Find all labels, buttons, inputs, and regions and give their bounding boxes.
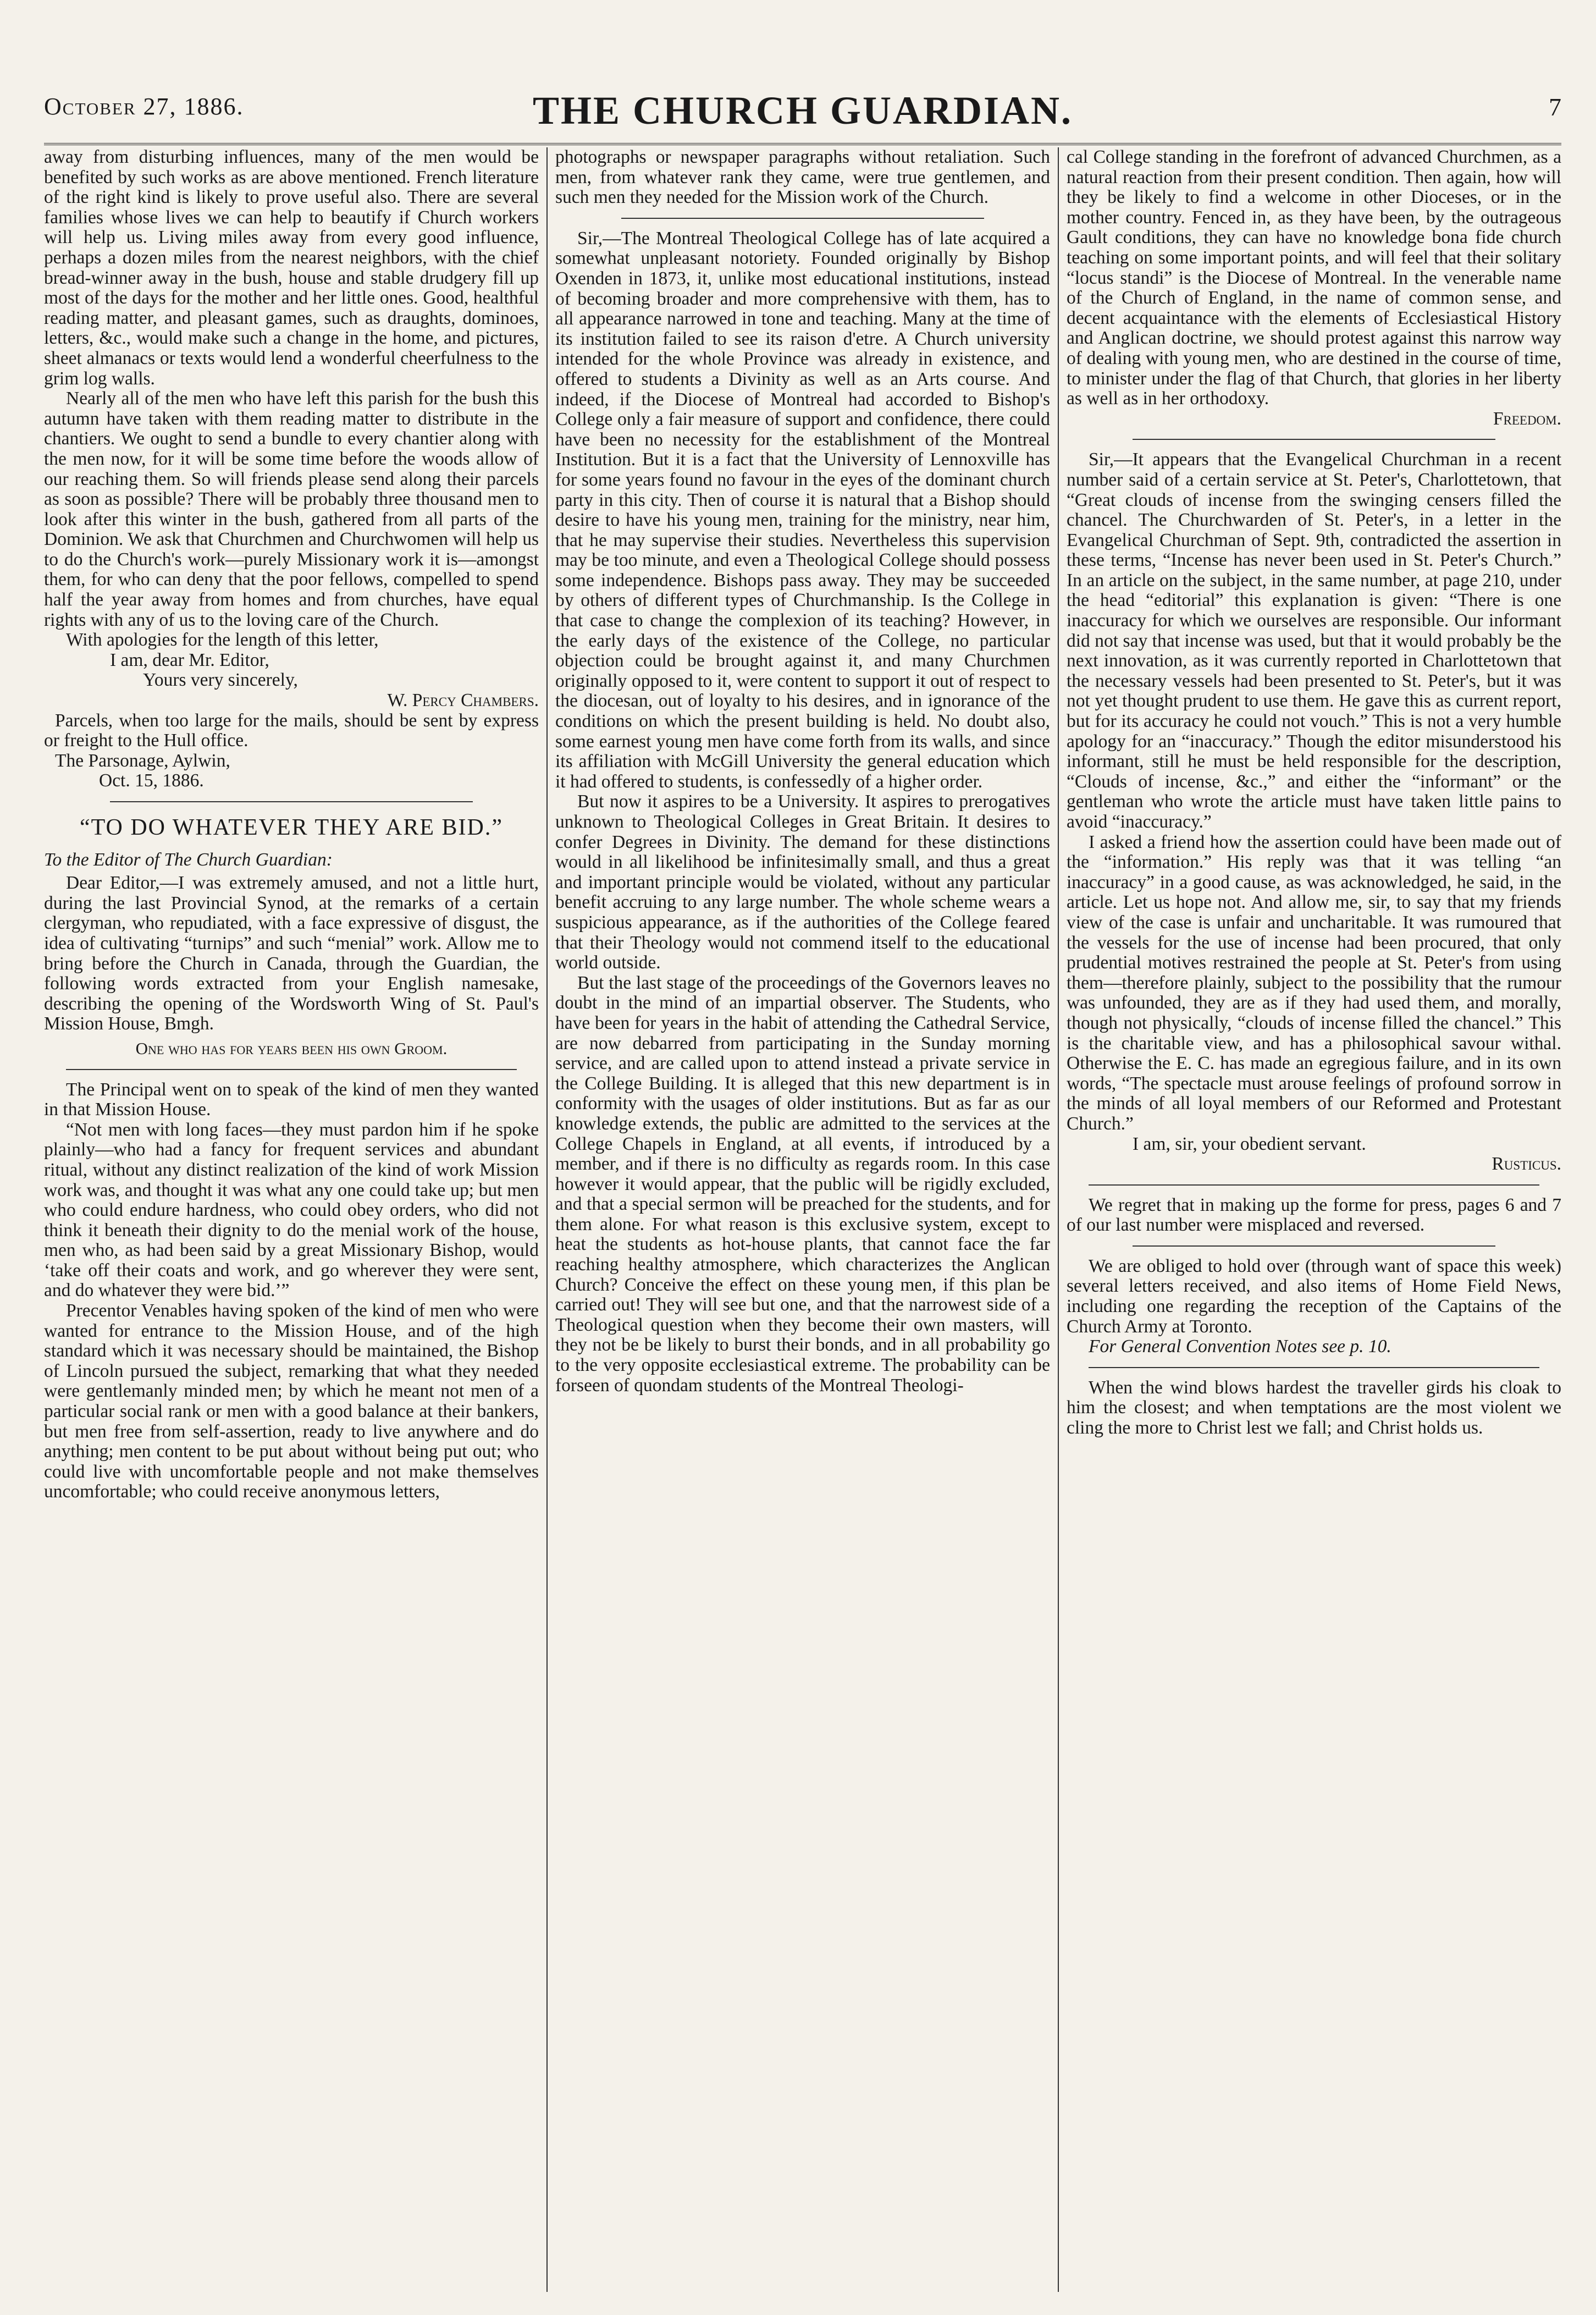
paragraph: photographs or newspaper paragraphs without retaliation. Such men, from whatever rank they came, were true gentlemen, and such men they needed for the Mission work of the Church. <box>555 147 1050 208</box>
paragraph: When the wind blows hardest the traveller girds his cloak to him the closest; and when temptations are the most violent we cling the more to Christ lest we fall; and Christ holds us. <box>1067 1377 1561 1438</box>
letter-closing: Yours very sincerely, <box>143 670 298 691</box>
letter-closing: I am, sir, your obedient servant. <box>1133 1133 1366 1154</box>
newspaper-title: THE CHURCH GUARDIAN. <box>532 89 1073 133</box>
divider <box>110 801 473 802</box>
column-2 <box>555 147 1050 2292</box>
issue-date: October 27, 1886. <box>44 93 244 120</box>
masthead <box>44 88 1561 145</box>
divider <box>1133 1245 1495 1247</box>
divider <box>1133 439 1495 440</box>
paragraph: Sir,—The Montreal Theological College has of late acquired a somewhat unpleasant notoriety. Founded originally by Bishop Oxenden in 1873, it, unlike most educational institutions, instead of becoming broader and more comprehensive with them, has to all appearance narrowed in tone and teaching. Many at the time of its institution failed to see its raison d'etre. A Church university intended for the whole Province was already in existence, and offered to students a Divinity as well as an Arts course. And indeed, if the Diocese of Montreal had accorded to Bishop's College only a fair measure of support and confidence, there could have been no necessity for the establishment of the Montreal Institution. But it is a fact that the University of Lennoxville has for some years found no favour in the eyes of the dominant church party in this city. Then of course it is natural that a Bishop should desire to have his young men, training for the ministry, near him, that he may supervise their studies. Nevertheless this supervision may be too minute, and even a Theological College should possess some independence. Bishops pass away. They may be succeeded by others of different types of Churchmanship. Is the College in that case to change the complexion of its teaching? However, in the early days of the existence of the College, no particular objection could be brought against it, and many Churchmen originally opposed to it, were content to support it out of respect to the diocesan, out of loyalty to his desires, and in ignorance of the conditions on which the present building is held. No doubt also, some earnest young men have come forth from its walls, and since its affiliation with McGill University the general education which it had offered to students, is confessedly of a higher order. <box>555 228 1050 792</box>
column-3 <box>1067 147 1561 2292</box>
paragraph: Parcels, when too large for the mails, should be sent by express or freight to the Hull office. <box>44 710 539 751</box>
paragraph: With apologies for the length of this letter, <box>66 630 379 651</box>
paragraph: But now it aspires to be a University. It aspires to prerogatives unknown to Theological Colleges in Great Britain. It desires to confer Degrees in Divinity. The demand for these distinctions would in all likelihood be infinitesimally small, and thus a great and important principle would be violated, without any particular benefit accruing to any large number. The whole scheme wears a suspicious appearance, as if the authorities of the College feared that their Theology would not commend itself to the educational world outside. <box>555 791 1050 973</box>
editorial-note: For General Convention Notes see p. 10. <box>1089 1336 1391 1357</box>
letter-signature: Freedom. <box>1493 408 1561 429</box>
paragraph: Precentor Venables having spoken of the kind of men who were wanted for entrance to the Mission House, and of the high standard which it was necessary should be maintained, the Bishop of Lincoln pursued the subject, remarking that what they needed were gentlemanly minded men; by which he meant not men of a particular social rank or men with a good balance at their bankers, but men free from self-assertion, ready to live anywhere and do anything; men content to be put about without being put out; who could live with uncomfortable people and not make themselves uncomfortable; who could receive anonymous letters, <box>44 1300 539 1502</box>
salutation: To the Editor of The Church Guardian: <box>44 849 333 870</box>
letter-closing: I am, dear Mr. Editor, <box>110 649 269 670</box>
page-number: 7 <box>1549 93 1561 121</box>
editorial-note: We regret that in making up the forme for press, pages 6 and 7 of our last number were misplaced and reversed. <box>1067 1194 1561 1236</box>
paragraph: “Not men with long faces—they must pardon him if he spoke plainly—who had a fancy for frequent services and abundant ritual, without any distinct realization of the kind of work Mission work was, and thought it was what any one could take up; but men who could endure hardness, who could obey orders, who did not think it beneath their dignity to do the menial work of the house, men who, as had been said by a great Missionary Bishop, would ‘take off their coats and work, and go wherever they were sent, and do whatever they were bid.’” <box>44 1119 539 1301</box>
divider <box>1089 1367 1539 1368</box>
column-divider <box>546 147 548 2292</box>
paragraph: But the last stage of the proceedings of the Governors leaves no doubt in the mind of an impartial observer. The Students, who have been for years in the habit of attending the Cathedral Service, are now debarred from participating in the Sunday morning service, and are called upon to attend instead a private service in the College Building. It is alleged that this new department is in conformity with the usages of older institutions. But as far as our knowledge extends, the public are admitted to the services at the College Chapels in England, at all events, if introduced by a member, and if there is no difficulty as regards room. In this case however it would appear, that the public will be rigidly excluded, and that a special sermon will be preached for the students, and for them alone. For what reason is this exclusive system, except to heat the students as hot-house plants, that cannot face the far reaching healthy atmosphere, which characterizes the Anglican Church? Conceive the effect on these young men, if this plan be carried out! They will see but one, and that the narrowest side of a Theological question when they become their own masters, will they not be be likely to burst their bonds, and in all probability go to the very opposite ecclesiastical extreme. The probability can be forseen of quondam students of the Montreal Theologi- <box>555 972 1050 1396</box>
paragraph: The Principal went on to speak of the kind of men they wanted in that Mission House. <box>44 1079 539 1120</box>
paragraph: Sir,—It appears that the Evangelical Churchman in a recent number said of a certain service at St. Peter's, Charlottetown, that “Great clouds of incense from the swinging censers filled the chancel. The Churchwarden of St. Peter's, in a letter in the Evangelical Churchman of Sept. 9th, contradicted the assertion in these terms, “Incense has never been used in St. Peter's Church.” In an article on the subject, in the same number, at page 210, under the head “editorial” this explanation is given: “There is one inaccuracy for which we ourselves are responsible. Our informant did not say that incense was used, but that it would probably be the next innovation, as it was currently reported in Charlottetown that the necessary vessels had been presented to St. Peter's, but it was not yet thought prudent to use them. He gave this as current report, but for its accuracy he could not vouch.” This is not a very humble apology for an “inaccuracy.” Though the editor misunderstood his informant, still he must be held responsible for the description, “Clouds of incense, &c.,” and either the “informant” or the gentleman who wrote the article must have taken little pains to avoid “inaccuracy.” <box>1067 449 1561 832</box>
paragraph: cal College standing in the forefront of advanced Churchmen, as a natural reaction from their present condition. Then again, how will they be likely to find a welcome in other Dioceses, or in the mother country. Fenced in, as they have been, by the outrageous Gault conditions, they can have no knowledge bona fide church teaching on some important points, and will feel that their solitary “locus standi” is the Diocese of Montreal. In the venerable name of the Church of England, in the name of common sense, and decent acquaintance with the elements of Ecclesiastical History and Anglican doctrine, we should protest against this narrow way of dealing with young men, who are destined in the course of time, to minister under the flag of that Church, that glories in her liberty as well as in her orthodoxy. <box>1067 147 1561 409</box>
paragraph: Nearly all of the men who have left this parish for the bush this autumn have taken with them reading matter to distribute in the chantiers. We ought to send a bundle to every chantier along with the men now, for it will be some time before the woods allow of our reaching them. So will friends please send along their parcels as soon as possible? There will be probably three thousand men to look after this winter in the bush, gathered from all parts of the Dominion. We ask that Churchmen and Churchwomen will help us to do the Church's work—purely Missionary work it is—amongst them, for who can deny that the poor fellows, compelled to spend half the year away from homes and from churches, have equal rights with any of us to the loving care of the Church. <box>44 388 539 630</box>
column-divider <box>1058 147 1059 2292</box>
divider <box>66 1069 517 1070</box>
paragraph: away from disturbing influences, many of the men would be benefited by such works as are above mentioned. French literature of the right kind is likely to prove useful also. There are several families whose lives we can help to beautify if Church workers will help us. Living miles away from every good influence, perhaps a dozen miles from the nearest neighbors, with the chief bread-winner away in the bush, house and stable drudgery fill up most of the days for the mother and her little ones. Good, healthful reading matter, and pleasant games, such as draughts, dominoes, letters, &c., would make such a change in the home, and pictures, sheet almanacs or texts would lend a wonderful cheerfulness to the grim log walls. <box>44 147 539 389</box>
paragraph: I asked a friend how the assertion could have been made out of the “information.” His reply was that it was telling “an inaccuracy” in a good cause, as was acknowledged, he said, in the article. Let us hope not. And allow me, sir, to say that my friends view of the case is unfair and uncharitable. It was rumoured that the vessels for the use of incense had been procured, that only prudential motives restrained the people at St. Peter's from using them—therefore plainly, subject to the possibility that the rumour was unfounded, they are as if they had used them, and morally, though not physically, “clouds of incense filled the chancel.” This is the charitable view, and has a philosophical savour withal. Otherwise the E. C. has made an egregious failure, and in its own words, “The spectacle must arouse feelings of profound sorrow in the minds of all loyal members of our Reformed and Protestant Church.” <box>1067 831 1561 1134</box>
divider <box>621 218 984 219</box>
letter-signature: W. Percy Chambers. <box>387 690 539 711</box>
paragraph: Dear Editor,—I was extremely amused, and not a little hurt, during the last Provincial Synod, at the remarks of a certain clergyman, who repudiated, with a face expressive of disgust, the idea of cultivating “turnips” and such “menial” work. Allow me to bring before the Church in Canada, through the Guardian, the following words extracted from your English namesake, describing the opening of the Wordsworth Wing of St. Paul's Mission House, Bmgh. <box>44 873 539 1034</box>
letter-address: The Parsonage, Aylwin, <box>55 750 230 771</box>
column-1 <box>44 147 539 2292</box>
letter-signature: Rusticus. <box>1492 1154 1561 1175</box>
editorial-note: We are obliged to hold over (through want of space this week) several letters received, and also items of Home Field News, including one regarding the reception of the Captains of the Church Army at Toronto. <box>1067 1255 1561 1337</box>
signature: One who has for years been his own Groom. <box>135 1038 448 1058</box>
divider <box>1089 1184 1539 1186</box>
letter-date: Oct. 15, 1886. <box>99 770 204 791</box>
article-heading: “TO DO WHATEVER THEY ARE BID.” <box>79 815 504 840</box>
